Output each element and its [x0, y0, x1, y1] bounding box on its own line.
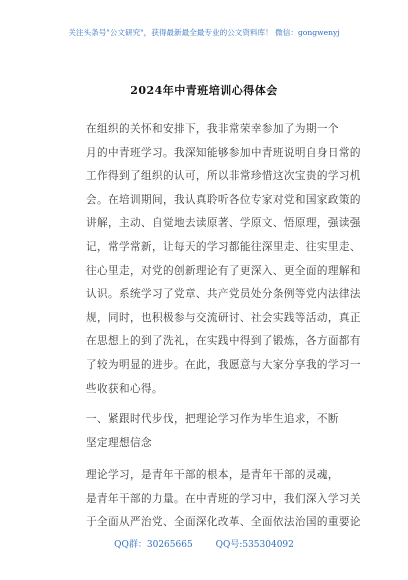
paragraph-1: [86, 118, 361, 401]
footer-qq-group: QQ群：30265665: [114, 540, 193, 550]
paragraph-line: 规，同时，也积极参与交流研讨、社会实践等活动，真正: [86, 311, 361, 324]
paragraph-line: 会。在培训期间，我认真聆听各位专家对党和国家政策的: [86, 193, 361, 206]
paragraph-line: 认识。系统学习了党章、共产党员处分条例等党内法律法: [86, 288, 361, 301]
section-1-heading: [86, 408, 339, 455]
paragraph-line: 了较为明显的进步。在此，我愿意与大家分享我的学习一: [86, 358, 361, 371]
document-title: 2024年中青班培训心得体会: [130, 84, 278, 97]
paragraph-line: 些收获和心得。: [86, 382, 163, 395]
paragraph-line: 讲解，主动、自觉地去读原著、学原文、悟原理，强读强: [86, 217, 361, 230]
heading-line: 坚定理想信念: [86, 436, 152, 449]
paragraph-line: 是青年干部的力量。在中青班的学习中，我们深入学习关: [86, 492, 361, 505]
footer-qq-number: QQ号:535304092: [215, 540, 294, 550]
heading-line: 一、紧跟时代步伐，把理论学习作为毕生追求，不断: [86, 413, 339, 425]
paragraph-line: 理论学习，是青年干部的根本，是青年干部的灵魂，: [86, 469, 339, 481]
paragraph-line: 月的中青班学习。我深知能够参加中青班说明自身日常的: [86, 146, 361, 159]
footer: [0, 537, 408, 550]
paragraph-line: 在思想上的到了洗礼，在实践中得到了锻炼，各方面都有: [86, 335, 361, 348]
header-banner: 关注头条号"公文研究"，获得最新最全最专业的公文资料库！ 微信：gongwenyj: [68, 28, 340, 37]
paragraph-2: [86, 464, 361, 535]
paragraph-line: 往心里走，对党的创新理论有了更深入、更全面的理解和: [86, 264, 361, 277]
paragraph-line: 在组织的关怀和安排下，我非常荣幸参加了为期一个: [86, 123, 339, 135]
paragraph-line: 工作得到了组织的认可，所以非常珍惜这次宝贵的学习机: [86, 170, 361, 183]
paragraph-line: 于全面从严治党、全面深化改革、全面依法治国的重要论: [86, 516, 361, 529]
paragraph-line: 记，常学常新，让每天的学习都能往深里走、往实里走、: [86, 240, 361, 253]
